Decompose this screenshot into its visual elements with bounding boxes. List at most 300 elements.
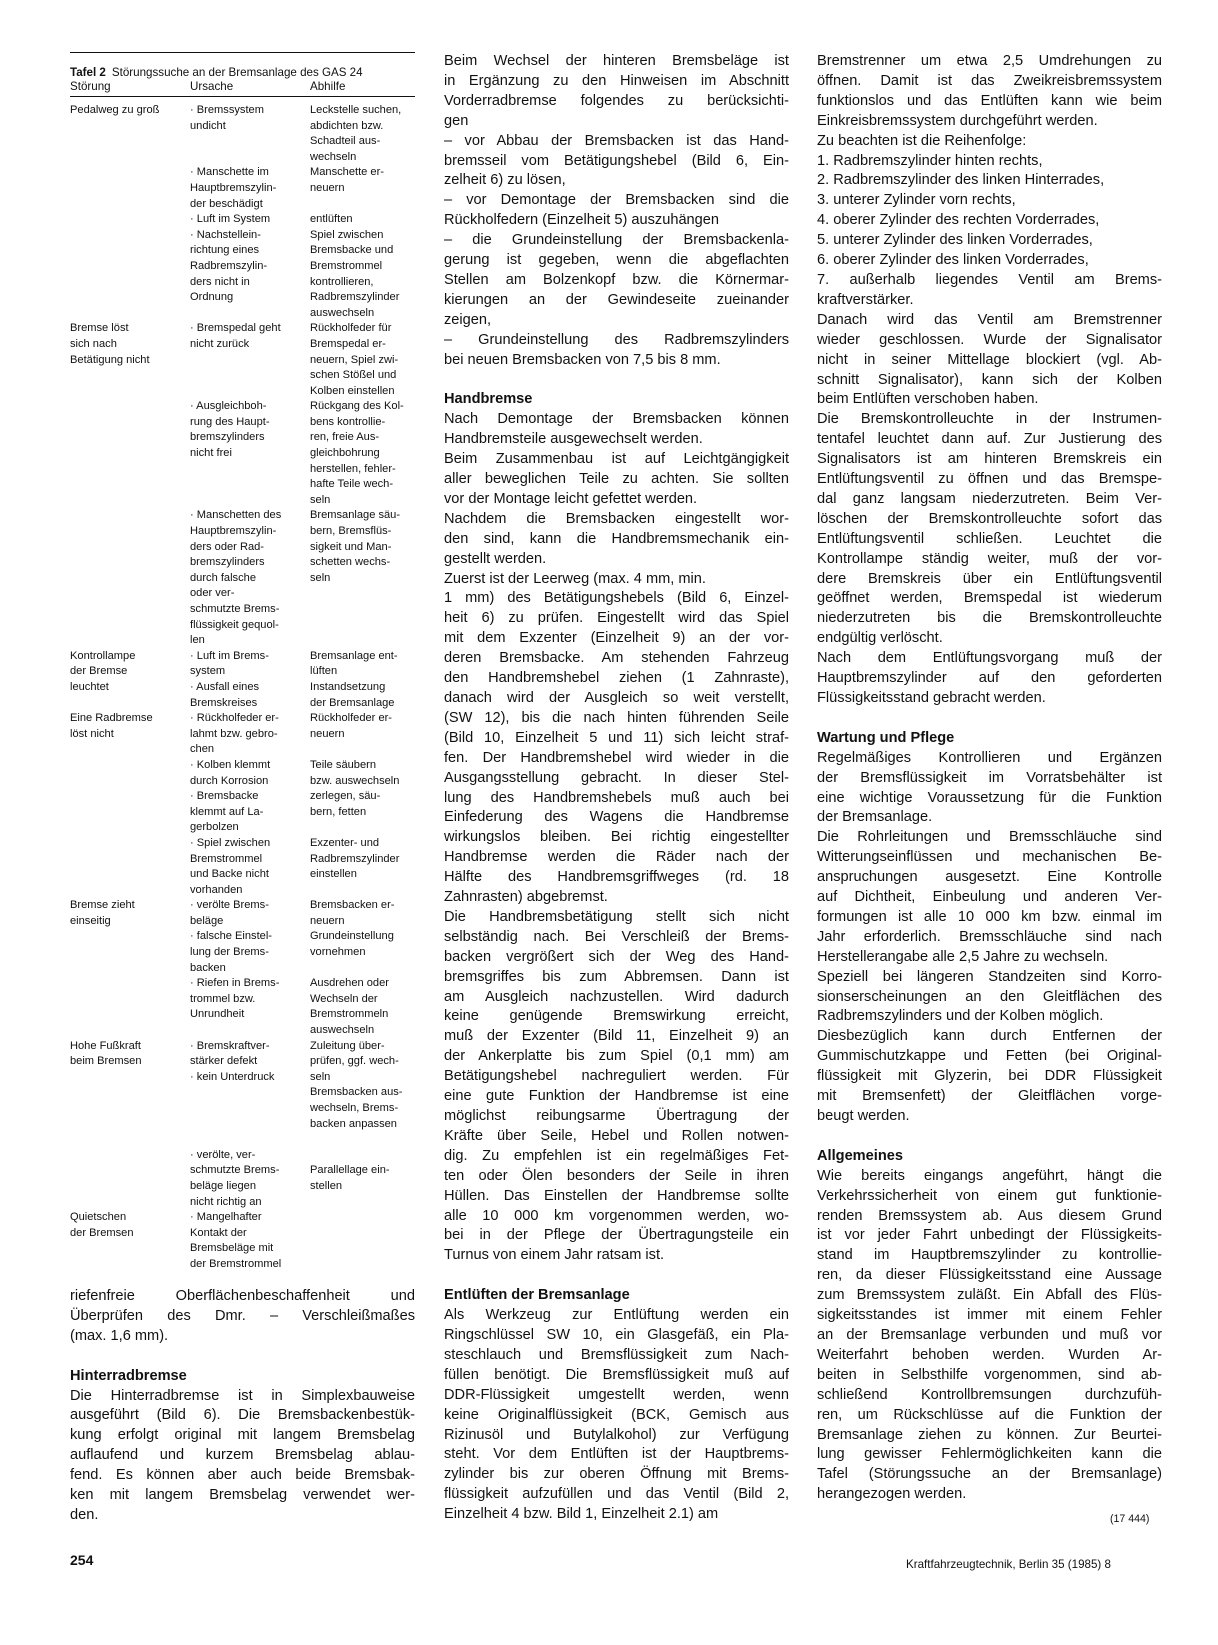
remedy-text: bens kontrollie-: [310, 415, 386, 428]
text-line: Betätigungshebel nachreguliert werden. Für: [444, 1068, 789, 1085]
cause-remedy-pair: [190, 649, 415, 680]
text-line: tentafel leuchtet dann auf. Zur Justierung des: [817, 431, 1162, 448]
remedy-text: zerlegen, säu-: [310, 790, 381, 803]
cause-remedy-pair: [190, 1039, 415, 1070]
text-line: bremsgriffes bis zum Abbremsen. Dann ist: [444, 968, 789, 985]
cause-text: lung der Brems-: [190, 946, 269, 959]
remedy-text: lüften: [310, 665, 338, 678]
cause-remedy-pair: [190, 212, 415, 228]
remedy-text: Radbremszylinder: [310, 291, 400, 304]
text-line: möglichst reibungsarme Übertragung der: [444, 1108, 789, 1125]
cause-cell: [190, 1039, 310, 1070]
cause-remedy-pair: [190, 165, 415, 212]
cause-remedy-pair: [190, 711, 415, 758]
cause-text: system: [190, 665, 226, 678]
remedy-cell: [310, 1132, 415, 1210]
remedy-text: Spiel zwischen: [310, 228, 384, 241]
text-line: Beim Zusammenbau ist auf Leichtgängigkeit: [444, 451, 789, 468]
cause-text: · Nachstellein-: [190, 228, 261, 241]
cause-remedy-group: [190, 321, 415, 648]
cause-text: rung des Haupt-: [190, 415, 270, 428]
cause-remedy-pair: [190, 1210, 415, 1272]
cause-text: · Luft im Brems-: [190, 649, 269, 662]
fault-text: Kontrollampe: [70, 649, 136, 662]
remedy-text: auswechseln: [310, 1024, 375, 1037]
remedy-text: stellen: [310, 1179, 343, 1192]
heading-allgemeines: Allgemeines: [817, 1147, 903, 1164]
cause-text: richtung eines: [190, 244, 260, 257]
text-line: heit 6) zu prüfen. Eingestellt wird das Spiel: [444, 610, 789, 627]
fault-text: Eine Radbremse: [70, 712, 153, 725]
text-line: zeigen,: [444, 311, 492, 328]
text-line: nicht in seiner Mittellage blockiert (vgl. Ab-: [817, 351, 1162, 368]
cause-cell: [190, 321, 310, 399]
cause-cell: [190, 758, 310, 789]
remedy-cell: [310, 1039, 415, 1070]
text-line: Hüllen. Das Einstellen der Handbremse sollte: [444, 1187, 789, 1204]
text-line: Flüssigkeitsstand gebracht werden.: [817, 690, 1046, 706]
continuation-paragraph: [70, 1287, 415, 1347]
fault-cell: [70, 649, 190, 711]
fault-cell: [70, 1210, 190, 1272]
remedy-text: Rückholfeder er-: [310, 712, 393, 725]
text-line: Nach dem Entlüftungsvorgang muß der: [817, 650, 1162, 667]
remedy-text: neuern, Spiel zwi-: [310, 353, 399, 366]
text-line: 5. unterer Zylinder des linken Vorderrades,: [817, 232, 1093, 249]
table-row: [70, 1210, 415, 1272]
text-line: ren, da dieser Flüssigkeitsstand eine Aussage: [817, 1267, 1162, 1284]
text-line: ten oder Ölen besonders der Seile in ihren: [444, 1167, 789, 1184]
text-line: bremsseil vom Betätigungshebel (Bild 6, Ein-: [444, 152, 789, 169]
text-line: Kräfte über Seile, Hebel und Rollen notwen-: [444, 1127, 789, 1144]
fault-text: leuchtet: [70, 680, 109, 693]
text-line: Nachdem die Bremsbacken eingestellt wor-: [444, 510, 789, 527]
cause-text: Unrundheit: [190, 1008, 245, 1021]
cause-remedy-group: [190, 711, 415, 898]
text-line: Die Bremskontrolleuchte in der Instrumen-: [817, 411, 1162, 428]
remedy-text: schen Stößel und: [310, 369, 397, 382]
text-line: gerung ist gegeben, wenn die abgeflachten: [444, 252, 789, 269]
text-line: öffnen. Damit ist das Zweikreisbremssystem: [817, 72, 1162, 89]
text-line: der Ankerplatte bis zum Spiel (0,1 mm) am: [444, 1048, 789, 1065]
remedy-text: entlüften: [310, 213, 353, 226]
cause-text: · Rückholfeder er-: [190, 712, 279, 725]
entlueften-paragraph: [444, 1306, 789, 1525]
cause-remedy-pair: [190, 976, 415, 1038]
fault-text: sich nach: [70, 337, 117, 350]
remedy-cell: [310, 399, 415, 508]
remedy-text: neuern: [310, 181, 345, 194]
text-line: fend. Es können aber auch beide Bremsbak-: [70, 1467, 415, 1484]
text-line: herangezogen werden.: [817, 1486, 967, 1503]
remedy-text: einstellen: [310, 868, 357, 881]
text-line: Als Werkzeug zur Entlüftung werden ein: [444, 1307, 789, 1324]
text-line: 6. oberer Zylinder des linken Vorderrades,: [817, 252, 1089, 269]
remedy-text: Rückholfeder für: [310, 322, 392, 335]
cause-remedy-pair: [190, 1070, 415, 1132]
cause-text: und Backe nicht: [190, 868, 269, 881]
text-line: Hauptbremszylinder auf den geforderten: [817, 670, 1162, 687]
cause-remedy-pair: [190, 789, 415, 836]
cause-text: nicht richtig an: [190, 1195, 262, 1208]
text-line: Zu beachten ist die Reihenfolge:: [817, 132, 1027, 149]
remedy-text: neuern: [310, 727, 345, 740]
text-line: (max. 1,6 mm).: [70, 1327, 169, 1344]
table-title: [70, 53, 415, 80]
table-row: [70, 711, 415, 898]
remedy-cell: [310, 929, 415, 976]
text-line: füllen benötigt. Die Bremsflüssigkeit muß auf: [444, 1366, 789, 1383]
text-line: Herstellerangabe alle 2,5 Jahre zu wechseln.: [817, 948, 1109, 965]
text-line: formungen ist alle 10 000 km bzw. einmal im: [817, 908, 1162, 925]
text-line: zylinder bis zur oberen Öffnung mit Brems-: [444, 1466, 789, 1483]
text-line: gestellt werden.: [444, 550, 547, 567]
text-line: Signalisators ist am hinteren Bremskreis ein: [817, 451, 1162, 468]
table-row: [70, 321, 415, 648]
fault-text: einseitig: [70, 914, 111, 927]
text-line: geöffnet werden, Bremspedal ist wiederum: [817, 590, 1162, 607]
text-line: Zahnrasten) abgebremst.: [444, 889, 608, 906]
cause-remedy-group: [190, 1210, 415, 1272]
text-line: Speziell bei längeren Standzeiten sind Korro-: [817, 968, 1162, 985]
text-line: Weiterfahrt behoben werden. Wurden Ar-: [817, 1346, 1162, 1363]
remedy-text: Zuleitung über-: [310, 1039, 385, 1052]
remedy-cell: [310, 165, 415, 212]
text-line: alle 10 000 km vorgenommen werden, wo-: [444, 1207, 789, 1224]
cause-remedy-pair: [190, 508, 415, 648]
text-line: anspruchungen ausgesetzt. Eine Kontrolle: [817, 869, 1162, 886]
fault-table: [70, 52, 415, 1273]
cause-cell: [190, 976, 310, 1038]
text-line: Bremstrenner um etwa 2,5 Umdrehungen zu: [817, 53, 1162, 69]
remedy-text: schetten wechs-: [310, 556, 391, 569]
remedy-text: Radbremszylinder: [310, 852, 400, 865]
text-line: Einkreisbremssystem durchgeführt werden.: [817, 112, 1098, 129]
cause-remedy-pair: [190, 758, 415, 789]
remedy-text: Exzenter- und: [310, 836, 380, 849]
remedy-cell: [310, 1210, 415, 1272]
cause-text: Hauptbremszylin-: [190, 525, 277, 538]
remedy-text: Leckstelle suchen,: [310, 104, 402, 116]
reference-number: (17 444): [1110, 1513, 1150, 1525]
cause-text: bremszylinders: [190, 556, 265, 569]
cause-text: flüssigkeit gequol-: [190, 618, 279, 631]
cause-text: · Bremsbacke: [190, 790, 259, 803]
remedy-cell: [310, 649, 415, 680]
remedy-cell: [310, 836, 415, 898]
cause-text: · Bremssystem: [190, 104, 264, 116]
text-line: gen: [444, 112, 469, 129]
text-line: sionserscheinungen an den Gleitflächen des: [817, 988, 1162, 1005]
text-line: riefenfreie Oberflächenbeschaffenheit und: [70, 1288, 415, 1304]
remedy-cell: [310, 228, 415, 322]
cause-text: chen: [190, 743, 215, 756]
remedy-text: der Bremsanlage: [310, 696, 395, 709]
text-line: Ringschlüssel SW 10, ein Glasgefäß, ein Pla-: [444, 1326, 789, 1343]
remedy-cell: [310, 789, 415, 836]
cause-text: bremszylinders: [190, 431, 265, 444]
text-line: auf Dichtheit, Einbeulung und anderen Ver-: [817, 889, 1162, 906]
text-line: danach wird der Ausgleich so weit verstellt,: [444, 689, 789, 706]
text-line: Bremsanlage ziehen zu können. Zur Beurtei-: [817, 1426, 1162, 1443]
text-line: steht. Vor dem Entlüften ist der Hauptbrems-: [444, 1446, 789, 1463]
text-line: lung des Handbremshebels muß auch bei: [444, 789, 789, 806]
middle-column-text: [444, 52, 789, 1525]
text-line: backen vergrößert sich der Weg des Hand-: [444, 948, 789, 965]
journal-citation: Kraftfahrzeugtechnik, Berlin 35 (1985) 8: [906, 1558, 1111, 1571]
text-line: beugt werden.: [817, 1108, 910, 1125]
text-line: Beim Wechsel der hinteren Bremsbeläge ist: [444, 53, 789, 69]
cause-text: trommel bzw.: [190, 992, 256, 1005]
text-line: selbständig nach. Bei Verschleiß der Brems-: [444, 928, 789, 945]
text-line: stand im Hauptbremszylinder zu kontrollie-: [817, 1247, 1162, 1264]
cause-cell: [190, 898, 310, 929]
table-header: [70, 80, 415, 97]
fault-text: Hohe Fußkraft: [70, 1039, 141, 1052]
cause-remedy-pair: [190, 836, 415, 898]
text-line: aller beweglichen Teile zu achten. Sie sollten: [444, 471, 789, 488]
text-line: funktionslos und das Entlüften kann wie beim: [817, 92, 1162, 109]
text-line: keine genügende Bremswirkung erreicht,: [444, 1008, 789, 1025]
cause-cell: [190, 929, 310, 976]
remedy-text: Manschette er-: [310, 166, 384, 179]
cause-remedy-pair: [190, 1132, 415, 1210]
header-fault: Störung: [70, 80, 111, 93]
cause-text: Bremskreises: [190, 696, 258, 709]
cause-text: undicht: [190, 119, 226, 132]
cause-remedy-group: [190, 649, 415, 711]
cause-text: · Luft im System: [190, 213, 271, 226]
header-cause: Ursache: [190, 80, 234, 93]
remedy-cell: [310, 711, 415, 758]
remedy-text: [310, 1148, 415, 1164]
fault-cell: [70, 898, 190, 1038]
remedy-text: hafte Teile wech-: [310, 478, 394, 491]
fault-cell: [70, 1039, 190, 1211]
table-body: [70, 97, 415, 1273]
remedy-cell: [310, 758, 415, 789]
fault-text: der Bremse: [70, 665, 128, 678]
text-line: der Bremsanlage.: [817, 809, 933, 826]
cause-cell: [190, 228, 310, 322]
text-line: endgültig verlöscht.: [817, 630, 943, 647]
text-line: Zuerst ist der Leerweg (max. 4 mm, min.: [444, 570, 706, 587]
remedy-text: Bremsanlage säu-: [310, 509, 401, 522]
text-line: Regelmäßiges Kontrollieren und Ergänzen: [817, 749, 1162, 766]
cause-text: lahmt bzw. gebro-: [190, 727, 278, 740]
text-line: lung gewisser Fehlermöglichkeiten kann die: [817, 1446, 1162, 1463]
cause-text: · Ausfall eines: [190, 680, 260, 693]
cause-remedy-pair: [190, 228, 415, 322]
right-column-text: [817, 52, 1162, 1505]
remedy-text: herstellen, fehler-: [310, 462, 396, 475]
text-line: Verkehrssicherheit von einem gut funktionie-: [817, 1187, 1162, 1204]
cause-text: ders nicht in: [190, 275, 250, 288]
remedy-text: Schadteil aus-: [310, 135, 381, 148]
cause-text: nicht zurück: [190, 337, 250, 350]
cause-text: ders oder Rad-: [190, 540, 264, 553]
fault-cell: [70, 103, 190, 321]
hinterradbremse-paragraph: [70, 1387, 415, 1526]
text-line: ausgeführt (Bild 6). Die Bremsbackenbestük-: [70, 1407, 415, 1424]
cause-text: · Mangelhafter: [190, 1211, 262, 1224]
text-line: Einfederung des Wagens die Handbremse: [444, 809, 789, 826]
text-line: Turnus von einem Jahr ratsam ist.: [444, 1247, 665, 1264]
remedy-text: bzw. auswechseln: [310, 774, 400, 787]
text-line: wirkungslos bleiben. Bei richtig eingestellter: [444, 829, 789, 846]
cause-cell: [190, 1070, 310, 1132]
header-remedy: Abhilfe: [310, 80, 346, 93]
cause-cell: [190, 836, 310, 898]
text-line: den.: [70, 1506, 99, 1523]
cause-text: durch falsche: [190, 571, 256, 584]
cause-cell: [190, 212, 310, 228]
text-line: mit dem Exzenter (Einzelheit 9) an der vor-: [444, 630, 789, 647]
remedy-text: Ausdrehen oder: [310, 977, 389, 990]
text-line: Kontrollampe ständig weiter, muß der vor-: [817, 550, 1162, 567]
cause-text: · Spiel zwischen: [190, 836, 271, 849]
text-line: Wie bereits eingangs angeführt, hängt die: [817, 1167, 1162, 1184]
heading-hinterradbremse: Hinterradbremse: [70, 1367, 187, 1384]
remedy-text: Bremstrommeln: [310, 1008, 389, 1021]
wartung-paragraph: [817, 749, 1162, 1127]
cause-text: Hauptbremszylin-: [190, 181, 277, 194]
cause-cell: [190, 1210, 310, 1272]
table-row: [70, 649, 415, 711]
bleeding-continuation-paragraph: [817, 52, 1162, 709]
rear-brake-change-paragraph: [444, 52, 789, 371]
remedy-cell: [310, 1070, 415, 1132]
cause-remedy-group: [190, 103, 415, 321]
heading-entlueften: Entlüften der Bremsanlage: [444, 1287, 630, 1304]
text-line: – vor Abbau der Bremsbacken ist das Hand-: [444, 132, 789, 149]
remedy-cell: [310, 898, 415, 929]
cause-text: stärker defekt: [190, 1055, 258, 1068]
cause-text: · Bremspedal geht: [190, 322, 281, 335]
remedy-text: Bremsbacken er-: [310, 899, 395, 912]
cause-text: · Bremskraftver-: [190, 1039, 270, 1052]
text-line: der Bremsflüssigkeit im Vorratsbehälter ist: [817, 769, 1162, 786]
cause-text: Bremstrommel: [190, 852, 263, 865]
text-line: Rizinusöl und Butylalkohol) zur Verfügung: [444, 1426, 789, 1443]
heading-handbremse: Handbremse: [444, 391, 533, 408]
text-line: Witterungseinflüssen und mechanischen Be-: [817, 849, 1162, 866]
remedy-text: backen anpassen: [310, 1117, 397, 1130]
cause-text: · verölte, ver-: [190, 1148, 256, 1161]
text-line: Die Handbremsbetätigung stellt sich nicht: [444, 908, 789, 925]
text-line: muß der Exzenter (Bild 11, Einzelheit 9) an: [444, 1028, 789, 1045]
cause-text: · Kolben klemmt: [190, 758, 271, 771]
fault-text: Betätigung nicht: [70, 353, 150, 366]
text-line: Die Hinterradbremse ist in Simplexbauweise: [70, 1387, 415, 1404]
cause-text: beläge: [190, 914, 224, 927]
text-line: wieder geschlossen. Wurde der Signalisator: [817, 331, 1162, 348]
remedy-text: Rückgang des Kol-: [310, 400, 404, 413]
text-line: mit Bremsenfett) der Gleitflächen vorge-: [817, 1088, 1162, 1105]
text-line: dal ganz langsam niederzutreten. Beim Ver-: [817, 490, 1162, 507]
text-line: – vor Demontage der Bremsbacken sind die: [444, 192, 789, 209]
text-line: an der Bremsanlage verbunden und muß vor: [817, 1326, 1162, 1343]
handbremse-paragraph: [444, 410, 789, 1266]
text-line: niederzutreten bis die Bremskontrolleuchte: [817, 610, 1162, 627]
cause-text: Radbremszylin-: [190, 259, 268, 272]
remedy-cell: [310, 508, 415, 648]
text-line: zum Bremssystem zuläßt. Ein Abfall des Flüs-: [817, 1287, 1162, 1304]
allgemeines-paragraph: [817, 1167, 1162, 1505]
remedy-text: [310, 1132, 415, 1148]
text-line: kierungen an der Gewindeseite zueinander: [444, 291, 789, 308]
text-line: 2. Radbremszylinder des linken Hinterrades,: [817, 172, 1105, 189]
text-line: Vorderradbremse folgendes zu berücksichti-: [444, 92, 789, 109]
text-line: deren Bremsbacke. Am stehenden Fahrzeug: [444, 650, 789, 667]
text-line: Handbremse werden die Räder nach der: [444, 849, 789, 866]
remedy-cell: [310, 976, 415, 1038]
text-line: löschen der Bremskontrolleuchte sofort das: [817, 510, 1162, 527]
table-row: [70, 898, 415, 1038]
text-line: Danach wird das Ventil am Bremstrenner: [817, 311, 1162, 328]
text-line: 3. unterer Zylinder vorn rechts,: [817, 192, 1016, 209]
cause-text: der beschädigt: [190, 197, 263, 210]
text-line: (SW 12), bis die nach hinten führenden Seile: [444, 709, 789, 726]
cause-text: · Riefen in Brems-: [190, 977, 280, 990]
cause-cell: [190, 649, 310, 680]
remedy-text: Kolben einstellen: [310, 384, 395, 397]
cause-text: gerbolzen: [190, 821, 239, 834]
remedy-text: gleichbohrung: [310, 447, 380, 460]
text-line: Jahr erforderlich. Bremsschläuche sind nach: [817, 928, 1162, 945]
text-line: kraftverstärker.: [817, 291, 914, 308]
cause-cell: [190, 399, 310, 508]
text-line: flüssigkeit mit Glyzerin, bei DDR Flüssigkeit: [817, 1068, 1162, 1085]
cause-text: schmutzte Brems-: [190, 603, 280, 615]
cause-cell: [190, 103, 310, 165]
text-line: 1. Radbremszylinder hinten rechts,: [817, 152, 1043, 169]
text-line: beiten in Selbsthilfe vorgenommen, sind ab-: [817, 1366, 1162, 1383]
remedy-text: Bremspedal er-: [310, 337, 386, 350]
remedy-text: Parallellage ein-: [310, 1164, 390, 1177]
cause-text: schmutzte Brems-: [190, 1164, 280, 1177]
cause-cell: [190, 680, 310, 711]
cause-cell: [190, 789, 310, 836]
remedy-text: Teile säubern: [310, 758, 376, 771]
cause-remedy-group: [190, 898, 415, 1038]
fault-text: Pedalweg zu groß: [70, 104, 160, 116]
text-line: Radbremszylinders und der Kolben möglich.: [817, 1008, 1104, 1025]
cause-text: [190, 1132, 310, 1148]
remedy-text: Bremstrommel: [310, 259, 383, 272]
text-line: steschlauch und Bremsflüssigkeit zum Nach-: [444, 1346, 789, 1363]
text-line: Gummischutzkappe und Fetten (bei Original-: [817, 1048, 1162, 1065]
text-line: Rückholfedern (Einzelheit 5) auszuhängen: [444, 212, 720, 229]
remedy-text: wechseln, Brems-: [310, 1102, 399, 1114]
text-line: den Handbremshebel ziehen (1 Zahnraste),: [444, 670, 789, 687]
text-line: sigkeitsstandes ist immer mit einem Fehler: [817, 1307, 1162, 1324]
cause-text: · kein Unterdruck: [190, 1070, 275, 1083]
table-row: [70, 1039, 415, 1211]
remedy-text: Bremsanlage ent-: [310, 649, 398, 662]
text-line: Die Rohrleitungen und Bremsschläuche sind: [817, 829, 1162, 846]
remedy-text: Bremsbacken aus-: [310, 1086, 403, 1099]
text-line: 1 mm) des Betätigungshebels (Bild 6, Einzel-: [444, 590, 789, 607]
text-line: am Ausgleich nachzustellen. Wird dadurch: [444, 988, 789, 1005]
text-line: ist vor jeder Fahrt unbedingt der Flüssigkeits-: [817, 1227, 1162, 1244]
text-line: flüssigkeit aufzufüllen und das Ventil (Bild 2,: [444, 1486, 789, 1503]
cause-text: · Manschetten des: [190, 509, 282, 522]
cause-text: oder ver-: [190, 587, 235, 600]
text-line: Hälfte des Handbremsgriffweges (rd. 18: [444, 869, 789, 886]
remedy-text: vornehmen: [310, 946, 366, 959]
text-line: (Bild 10, Einzelheit 5 und 11) sich leicht straf-: [444, 729, 789, 746]
